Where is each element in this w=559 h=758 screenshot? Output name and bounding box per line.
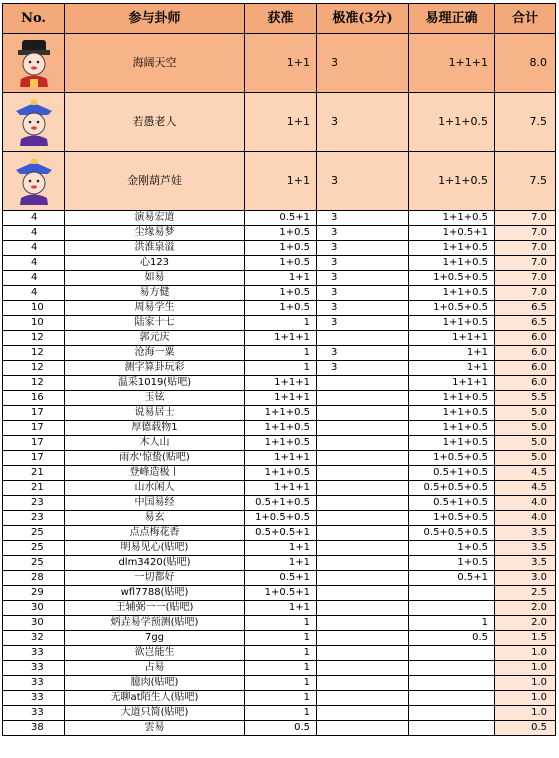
table-row bbox=[3, 676, 556, 691]
extreme-score: 3 bbox=[317, 271, 409, 286]
reason-score: 1+1 bbox=[409, 361, 495, 376]
win-score: 1+1 bbox=[245, 93, 317, 152]
reason-score: 1+0.5+0.5 bbox=[409, 271, 495, 286]
table-row bbox=[3, 496, 556, 511]
rank-number: 4 bbox=[3, 286, 65, 301]
rank-number: 17 bbox=[3, 436, 65, 451]
extreme-score bbox=[317, 511, 409, 526]
rank-number: 23 bbox=[3, 511, 65, 526]
reason-score bbox=[409, 721, 495, 736]
rank-number: 30 bbox=[3, 601, 65, 616]
table-row bbox=[3, 601, 556, 616]
participant-name: 臆肉(贴吧) bbox=[65, 676, 245, 691]
total-score: 5.0 bbox=[495, 436, 556, 451]
participant-name: 演易宏道 bbox=[65, 211, 245, 226]
total-score: 5.0 bbox=[495, 421, 556, 436]
rank-number: 21 bbox=[3, 481, 65, 496]
reason-score: 0.5+0.5+0.5 bbox=[409, 481, 495, 496]
rank-number: 32 bbox=[3, 631, 65, 646]
face-blue-hat-icon bbox=[12, 156, 56, 206]
reason-score bbox=[409, 646, 495, 661]
table-row bbox=[3, 286, 556, 301]
reason-score: 0.5+0.5+0.5 bbox=[409, 526, 495, 541]
rank-number: 33 bbox=[3, 661, 65, 676]
participant-name: 易方健 bbox=[65, 286, 245, 301]
rank-number: 30 bbox=[3, 616, 65, 631]
total-score: 0.5 bbox=[495, 721, 556, 736]
reason-score: 0.5+1+0.5 bbox=[409, 496, 495, 511]
total-score: 5.0 bbox=[495, 406, 556, 421]
table-row bbox=[3, 256, 556, 271]
rank-number: 12 bbox=[3, 331, 65, 346]
participant-name: 金刚葫芦娃 bbox=[65, 152, 245, 211]
participant-name: 郭元庆 bbox=[65, 331, 245, 346]
participant-name: 易玄 bbox=[65, 511, 245, 526]
header-reason: 易理正确 bbox=[409, 4, 495, 34]
rank-number: 29 bbox=[3, 586, 65, 601]
rank-number: 4 bbox=[3, 226, 65, 241]
table-row bbox=[3, 616, 556, 631]
extreme-score: 3 bbox=[317, 361, 409, 376]
win-score: 1+1+1 bbox=[245, 451, 317, 466]
participant-name: 雲易 bbox=[65, 721, 245, 736]
participant-name: 玉铉 bbox=[65, 391, 245, 406]
table-row bbox=[3, 526, 556, 541]
total-score: 3.5 bbox=[495, 541, 556, 556]
participant-name: 登峰造极丨 bbox=[65, 466, 245, 481]
win-score: 1+0.5+0.5 bbox=[245, 511, 317, 526]
extreme-score bbox=[317, 556, 409, 571]
extreme-score bbox=[317, 466, 409, 481]
total-score: 3.5 bbox=[495, 556, 556, 571]
total-score: 6.0 bbox=[495, 331, 556, 346]
header-extreme: 极准(3分) bbox=[317, 4, 409, 34]
table-row bbox=[3, 301, 556, 316]
extreme-score bbox=[317, 331, 409, 346]
total-score: 3.0 bbox=[495, 571, 556, 586]
extreme-score bbox=[317, 526, 409, 541]
rank-number: 33 bbox=[3, 706, 65, 721]
total-score: 5.5 bbox=[495, 391, 556, 406]
table-row bbox=[3, 361, 556, 376]
reason-score: 1+0.5 bbox=[409, 556, 495, 571]
reason-score: 1+1+0.5 bbox=[409, 241, 495, 256]
reason-score: 1 bbox=[409, 616, 495, 631]
avatar-cell bbox=[3, 152, 65, 211]
reason-score: 1+0.5+0.5 bbox=[409, 511, 495, 526]
reason-score: 1+1+0.5 bbox=[409, 316, 495, 331]
win-score: 0.5+1 bbox=[245, 571, 317, 586]
reason-score: 1+1+0.5 bbox=[409, 436, 495, 451]
reason-score bbox=[409, 661, 495, 676]
total-score: 6.5 bbox=[495, 316, 556, 331]
extreme-score bbox=[317, 616, 409, 631]
table-row bbox=[3, 721, 556, 736]
reason-score: 1+0.5+0.5 bbox=[409, 301, 495, 316]
participant-name: 明易见心(贴吧) bbox=[65, 541, 245, 556]
reason-score: 1+1+1 bbox=[409, 376, 495, 391]
win-score: 1 bbox=[245, 361, 317, 376]
win-score: 1+1 bbox=[245, 152, 317, 211]
total-score: 2.5 bbox=[495, 586, 556, 601]
reason-score: 1+1+0.5 bbox=[409, 152, 495, 211]
reason-score: 1+1+0.5 bbox=[409, 421, 495, 436]
total-score: 1.0 bbox=[495, 691, 556, 706]
total-score: 4.0 bbox=[495, 496, 556, 511]
table-row bbox=[3, 376, 556, 391]
win-score: 1 bbox=[245, 646, 317, 661]
win-score: 1+0.5 bbox=[245, 241, 317, 256]
participant-name: 温采1019(贴吧) bbox=[65, 376, 245, 391]
win-score: 1+1+0.5 bbox=[245, 406, 317, 421]
participant-name: 7gg bbox=[65, 631, 245, 646]
extreme-score: 3 bbox=[317, 301, 409, 316]
extreme-score: 3 bbox=[317, 211, 409, 226]
reason-score: 1+1 bbox=[409, 346, 495, 361]
total-score: 4.5 bbox=[495, 466, 556, 481]
participant-name: 山水闲人 bbox=[65, 481, 245, 496]
header-no: No. bbox=[3, 4, 65, 34]
extreme-score bbox=[317, 376, 409, 391]
extreme-score bbox=[317, 391, 409, 406]
total-score: 8.0 bbox=[495, 34, 556, 93]
table-row bbox=[3, 541, 556, 556]
table-row bbox=[3, 511, 556, 526]
extreme-score: 3 bbox=[317, 34, 409, 93]
total-score: 4.0 bbox=[495, 511, 556, 526]
participant-name: 王辅弼一一(贴吧) bbox=[65, 601, 245, 616]
participant-name: 一切都好 bbox=[65, 571, 245, 586]
extreme-score bbox=[317, 481, 409, 496]
total-score: 7.0 bbox=[495, 271, 556, 286]
table-row bbox=[3, 646, 556, 661]
rank-number: 38 bbox=[3, 721, 65, 736]
table-row bbox=[3, 271, 556, 286]
reason-score: 1+1+0.5 bbox=[409, 211, 495, 226]
rank-number: 25 bbox=[3, 541, 65, 556]
table-row bbox=[3, 436, 556, 451]
win-score: 1+0.5 bbox=[245, 286, 317, 301]
participant-name: 若愚老人 bbox=[65, 93, 245, 152]
reason-score: 1+1+0.5 bbox=[409, 391, 495, 406]
reason-score bbox=[409, 706, 495, 721]
reason-score: 1+0.5+1 bbox=[409, 226, 495, 241]
win-score: 1 bbox=[245, 316, 317, 331]
total-score: 1.0 bbox=[495, 706, 556, 721]
rank-number: 25 bbox=[3, 526, 65, 541]
header-name: 参与卦师 bbox=[65, 4, 245, 34]
extreme-score bbox=[317, 676, 409, 691]
participant-name: 洪淮泉溢 bbox=[65, 241, 245, 256]
reason-score bbox=[409, 691, 495, 706]
avatar-cell bbox=[3, 34, 65, 93]
rank-number: 25 bbox=[3, 556, 65, 571]
win-score: 1+1+0.5 bbox=[245, 421, 317, 436]
reason-score bbox=[409, 586, 495, 601]
table-row bbox=[3, 481, 556, 496]
extreme-score: 3 bbox=[317, 316, 409, 331]
rank-number: 10 bbox=[3, 316, 65, 331]
total-score: 6.0 bbox=[495, 346, 556, 361]
win-score: 1+1+0.5 bbox=[245, 436, 317, 451]
extreme-score bbox=[317, 721, 409, 736]
win-score: 1 bbox=[245, 661, 317, 676]
participant-name: 说易居士 bbox=[65, 406, 245, 421]
participant-name: 占易 bbox=[65, 661, 245, 676]
participant-name: 海阔天空 bbox=[65, 34, 245, 93]
table-row bbox=[3, 391, 556, 406]
rank-number: 4 bbox=[3, 241, 65, 256]
rank-number: 23 bbox=[3, 496, 65, 511]
win-score: 1+1 bbox=[245, 271, 317, 286]
win-score: 1+0.5 bbox=[245, 256, 317, 271]
extreme-score bbox=[317, 451, 409, 466]
total-score: 6.0 bbox=[495, 376, 556, 391]
extreme-score bbox=[317, 421, 409, 436]
table-row bbox=[3, 211, 556, 226]
table-row bbox=[3, 466, 556, 481]
header-total: 合计 bbox=[495, 4, 556, 34]
rank-number: 33 bbox=[3, 676, 65, 691]
rank-number: 12 bbox=[3, 346, 65, 361]
participant-name: wfl7788(贴吧) bbox=[65, 586, 245, 601]
win-score: 1+0.5 bbox=[245, 301, 317, 316]
win-score: 0.5+1+0.5 bbox=[245, 496, 317, 511]
participant-name: 如易 bbox=[65, 271, 245, 286]
extreme-score: 3 bbox=[317, 346, 409, 361]
total-score: 1.0 bbox=[495, 661, 556, 676]
win-score: 1+1 bbox=[245, 601, 317, 616]
rank-number: 4 bbox=[3, 271, 65, 286]
header-win: 获准 bbox=[245, 4, 317, 34]
participant-name: 厚德载物1 bbox=[65, 421, 245, 436]
win-score: 1 bbox=[245, 346, 317, 361]
win-score: 1 bbox=[245, 706, 317, 721]
participant-name: 中国易经 bbox=[65, 496, 245, 511]
total-score: 7.0 bbox=[495, 211, 556, 226]
reason-score: 0.5+1+0.5 bbox=[409, 466, 495, 481]
table-row bbox=[3, 586, 556, 601]
extreme-score bbox=[317, 661, 409, 676]
extreme-score: 3 bbox=[317, 152, 409, 211]
table-row bbox=[3, 421, 556, 436]
total-score: 2.0 bbox=[495, 616, 556, 631]
extreme-score bbox=[317, 541, 409, 556]
total-score: 7.0 bbox=[495, 241, 556, 256]
rank-number: 10 bbox=[3, 301, 65, 316]
ranking-table bbox=[2, 3, 556, 736]
table-row bbox=[3, 691, 556, 706]
extreme-score: 3 bbox=[317, 241, 409, 256]
participant-name: 沧海一粟 bbox=[65, 346, 245, 361]
participant-name: 测字算卦玩彩 bbox=[65, 361, 245, 376]
extreme-score bbox=[317, 646, 409, 661]
win-score: 1 bbox=[245, 691, 317, 706]
table-row bbox=[3, 661, 556, 676]
header-row bbox=[3, 4, 556, 34]
participant-name: 炳垚易学预测(贴吧) bbox=[65, 616, 245, 631]
extreme-score bbox=[317, 586, 409, 601]
extreme-score bbox=[317, 706, 409, 721]
win-score: 1+1 bbox=[245, 34, 317, 93]
extreme-score bbox=[317, 571, 409, 586]
reason-score: 0.5+1 bbox=[409, 571, 495, 586]
face-red-hat-icon bbox=[12, 38, 56, 88]
reason-score bbox=[409, 601, 495, 616]
win-score: 1 bbox=[245, 676, 317, 691]
participant-name: dlm3420(贴吧) bbox=[65, 556, 245, 571]
win-score: 1+0.5+1 bbox=[245, 586, 317, 601]
extreme-score: 3 bbox=[317, 226, 409, 241]
win-score: 1 bbox=[245, 631, 317, 646]
win-score: 1 bbox=[245, 616, 317, 631]
participant-name: 周易学生 bbox=[65, 301, 245, 316]
total-score: 1.5 bbox=[495, 631, 556, 646]
total-score: 6.0 bbox=[495, 361, 556, 376]
table-row bbox=[3, 316, 556, 331]
face-blue-hat-icon bbox=[12, 97, 56, 147]
win-score: 1+1+1 bbox=[245, 391, 317, 406]
top-row bbox=[3, 93, 556, 152]
extreme-score bbox=[317, 631, 409, 646]
rank-number: 16 bbox=[3, 391, 65, 406]
table-row bbox=[3, 706, 556, 721]
extreme-score: 3 bbox=[317, 286, 409, 301]
reason-score: 1+1+0.5 bbox=[409, 286, 495, 301]
total-score: 7.5 bbox=[495, 93, 556, 152]
reason-score bbox=[409, 676, 495, 691]
table-row bbox=[3, 631, 556, 646]
rank-number: 17 bbox=[3, 406, 65, 421]
total-score: 6.5 bbox=[495, 301, 556, 316]
extreme-score bbox=[317, 601, 409, 616]
extreme-score bbox=[317, 436, 409, 451]
rank-number: 17 bbox=[3, 451, 65, 466]
total-score: 3.5 bbox=[495, 526, 556, 541]
reason-score: 1+1+0.5 bbox=[409, 93, 495, 152]
total-score: 5.0 bbox=[495, 451, 556, 466]
rank-number: 12 bbox=[3, 361, 65, 376]
participant-name: 大道只简(贴吧) bbox=[65, 706, 245, 721]
extreme-score bbox=[317, 691, 409, 706]
extreme-score: 3 bbox=[317, 93, 409, 152]
rank-number: 28 bbox=[3, 571, 65, 586]
table-row bbox=[3, 226, 556, 241]
total-score: 7.0 bbox=[495, 286, 556, 301]
participant-name: 木人山 bbox=[65, 436, 245, 451]
extreme-score: 3 bbox=[317, 256, 409, 271]
rank-number: 17 bbox=[3, 421, 65, 436]
rank-number: 12 bbox=[3, 376, 65, 391]
participant-name: 尘缘易梦 bbox=[65, 226, 245, 241]
reason-score: 0.5 bbox=[409, 631, 495, 646]
total-score: 1.0 bbox=[495, 646, 556, 661]
win-score: 1+1+1 bbox=[245, 376, 317, 391]
win-score: 1+1 bbox=[245, 556, 317, 571]
win-score: 1+1+0.5 bbox=[245, 466, 317, 481]
table-row bbox=[3, 556, 556, 571]
total-score: 7.0 bbox=[495, 256, 556, 271]
extreme-score bbox=[317, 496, 409, 511]
participant-name: 陆家十七 bbox=[65, 316, 245, 331]
participant-name: 雨水'惊蛰(贴吧) bbox=[65, 451, 245, 466]
participant-name: 心123 bbox=[65, 256, 245, 271]
avatar-cell bbox=[3, 93, 65, 152]
rank-number: 21 bbox=[3, 466, 65, 481]
win-score: 0.5+1 bbox=[245, 211, 317, 226]
participant-name: 无聊at陌生人(贴吧) bbox=[65, 691, 245, 706]
reason-score: 1+0.5+0.5 bbox=[409, 451, 495, 466]
table-row bbox=[3, 331, 556, 346]
total-score: 4.5 bbox=[495, 481, 556, 496]
participant-name: 点点梅花香 bbox=[65, 526, 245, 541]
rank-number: 33 bbox=[3, 646, 65, 661]
win-score: 1+0.5 bbox=[245, 226, 317, 241]
top-row bbox=[3, 152, 556, 211]
win-score: 0.5 bbox=[245, 721, 317, 736]
win-score: 0.5+0.5+1 bbox=[245, 526, 317, 541]
table-row bbox=[3, 346, 556, 361]
total-score: 1.0 bbox=[495, 676, 556, 691]
table-row bbox=[3, 571, 556, 586]
reason-score: 1+1+1 bbox=[409, 331, 495, 346]
top-row bbox=[3, 34, 556, 93]
reason-score: 1+0.5 bbox=[409, 541, 495, 556]
reason-score: 1+1+0.5 bbox=[409, 406, 495, 421]
win-score: 1+1+1 bbox=[245, 481, 317, 496]
rank-number: 33 bbox=[3, 691, 65, 706]
extreme-score bbox=[317, 406, 409, 421]
rank-number: 4 bbox=[3, 256, 65, 271]
total-score: 7.0 bbox=[495, 226, 556, 241]
participant-name: 欲岂能生 bbox=[65, 646, 245, 661]
total-score: 7.5 bbox=[495, 152, 556, 211]
table-row bbox=[3, 451, 556, 466]
table-row bbox=[3, 406, 556, 421]
rank-number: 4 bbox=[3, 211, 65, 226]
reason-score: 1+1+1 bbox=[409, 34, 495, 93]
table-row bbox=[3, 241, 556, 256]
win-score: 1+1+1 bbox=[245, 331, 317, 346]
total-score: 2.0 bbox=[495, 601, 556, 616]
reason-score: 1+1+0.5 bbox=[409, 256, 495, 271]
win-score: 1+1 bbox=[245, 541, 317, 556]
